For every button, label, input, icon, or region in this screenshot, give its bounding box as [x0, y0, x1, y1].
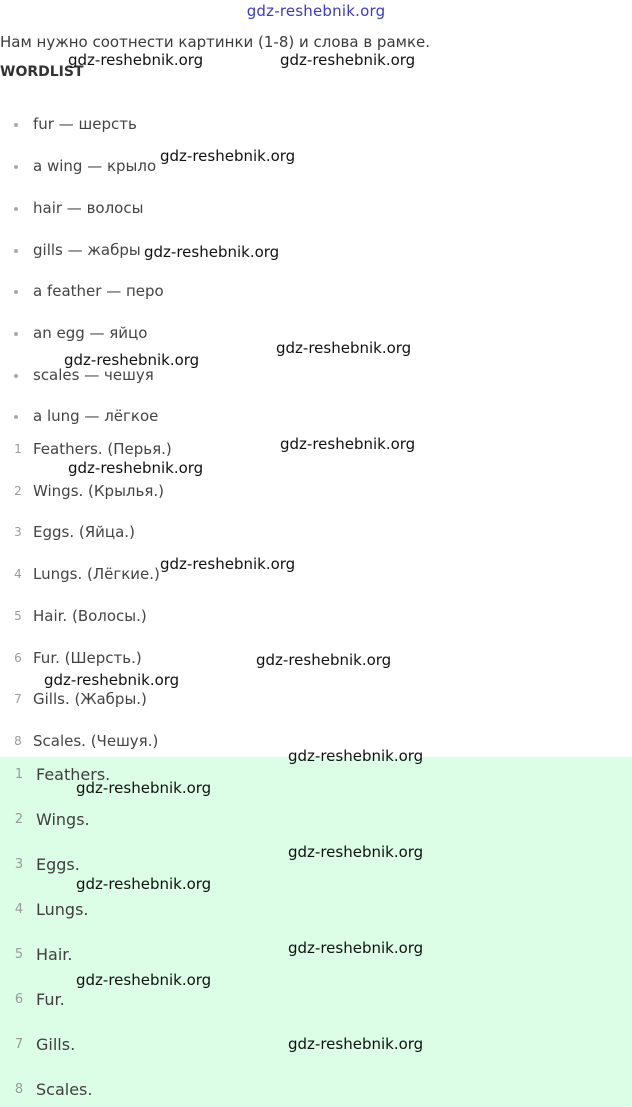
item-text: Fur. — [36, 990, 65, 1009]
item-number: 8 — [14, 734, 22, 748]
item-text: Hair. — [36, 945, 73, 964]
watermark: gdz-reshebnik.org — [76, 971, 212, 989]
item-number: 1 — [14, 767, 24, 782]
item-text: Eggs. — [36, 855, 80, 874]
watermark: gdz-reshebnik.org — [276, 339, 412, 357]
item-text: Lungs. — [36, 900, 89, 919]
item-text: Fur. (Шерсть.) — [33, 649, 142, 667]
item-number: 4 — [14, 902, 24, 917]
item-text: Feathers. — [36, 765, 111, 784]
item-number: 8 — [14, 1082, 24, 1097]
item-number: 4 — [14, 567, 22, 581]
answer-box — [0, 757, 632, 1107]
item-text: Hair. (Волосы.) — [33, 607, 147, 625]
watermark: gdz-reshebnik.org — [280, 51, 416, 69]
watermark: gdz-reshebnik.org — [288, 1035, 424, 1053]
item-number: 2 — [14, 812, 24, 827]
watermark: gdz-reshebnik.org — [160, 147, 296, 165]
item-text: Gills. — [36, 1035, 76, 1054]
watermark: gdz-reshebnik.org — [64, 351, 200, 369]
item-number: 1 — [14, 442, 22, 456]
bullet-icon — [14, 332, 18, 336]
bullet-icon — [14, 207, 18, 211]
watermark: gdz-reshebnik.org — [160, 555, 296, 573]
item-text: Eggs. (Яйца.) — [33, 523, 135, 541]
item-text: Scales. (Чешуя.) — [33, 732, 159, 750]
watermark: gdz-reshebnik.org — [288, 939, 424, 957]
site-header-link[interactable]: gdz-reshebnik.org — [246, 2, 386, 20]
item-number: 7 — [14, 1037, 24, 1052]
wordlist-title: WORDLIST — [0, 64, 84, 80]
watermark: gdz-reshebnik.org — [76, 875, 212, 893]
item-text: Feathers. (Перья.) — [33, 440, 172, 458]
bullet-icon — [14, 249, 18, 253]
item-number: 3 — [14, 857, 24, 872]
item-number: 7 — [14, 692, 22, 706]
watermark: gdz-reshebnik.org — [280, 435, 416, 453]
bullet-icon — [14, 123, 18, 127]
watermark: gdz-reshebnik.org — [256, 651, 392, 669]
item-number: 6 — [14, 992, 24, 1007]
item-number: 6 — [14, 651, 22, 665]
item-number: 5 — [14, 609, 22, 623]
item-number: 5 — [14, 947, 24, 962]
watermark: gdz-reshebnik.org — [68, 459, 204, 477]
item-number: 2 — [14, 484, 22, 498]
task-description: Нам нужно соотнести картинки (1-8) и слова в рамке. — [0, 33, 431, 51]
item-text: Scales. — [36, 1080, 93, 1099]
item-text: Gills. (Жабры.) — [33, 690, 147, 708]
bullet-icon — [14, 374, 18, 378]
watermark: gdz-reshebnik.org — [44, 671, 180, 689]
watermark: gdz-reshebnik.org — [288, 843, 424, 861]
watermark: gdz-reshebnik.org — [76, 779, 212, 797]
watermark: gdz-reshebnik.org — [144, 243, 280, 261]
watermark: gdz-reshebnik.org — [288, 747, 424, 765]
item-text: Lungs. (Лёгкие.) — [33, 565, 160, 583]
item-number: 3 — [14, 525, 22, 539]
watermark: gdz-reshebnik.org — [68, 51, 204, 69]
bullet-icon — [14, 165, 18, 169]
bullet-icon — [14, 415, 18, 419]
item-text: Wings. (Крылья.) — [33, 482, 164, 500]
bullet-icon — [14, 290, 18, 294]
item-text: Wings. — [36, 810, 90, 829]
